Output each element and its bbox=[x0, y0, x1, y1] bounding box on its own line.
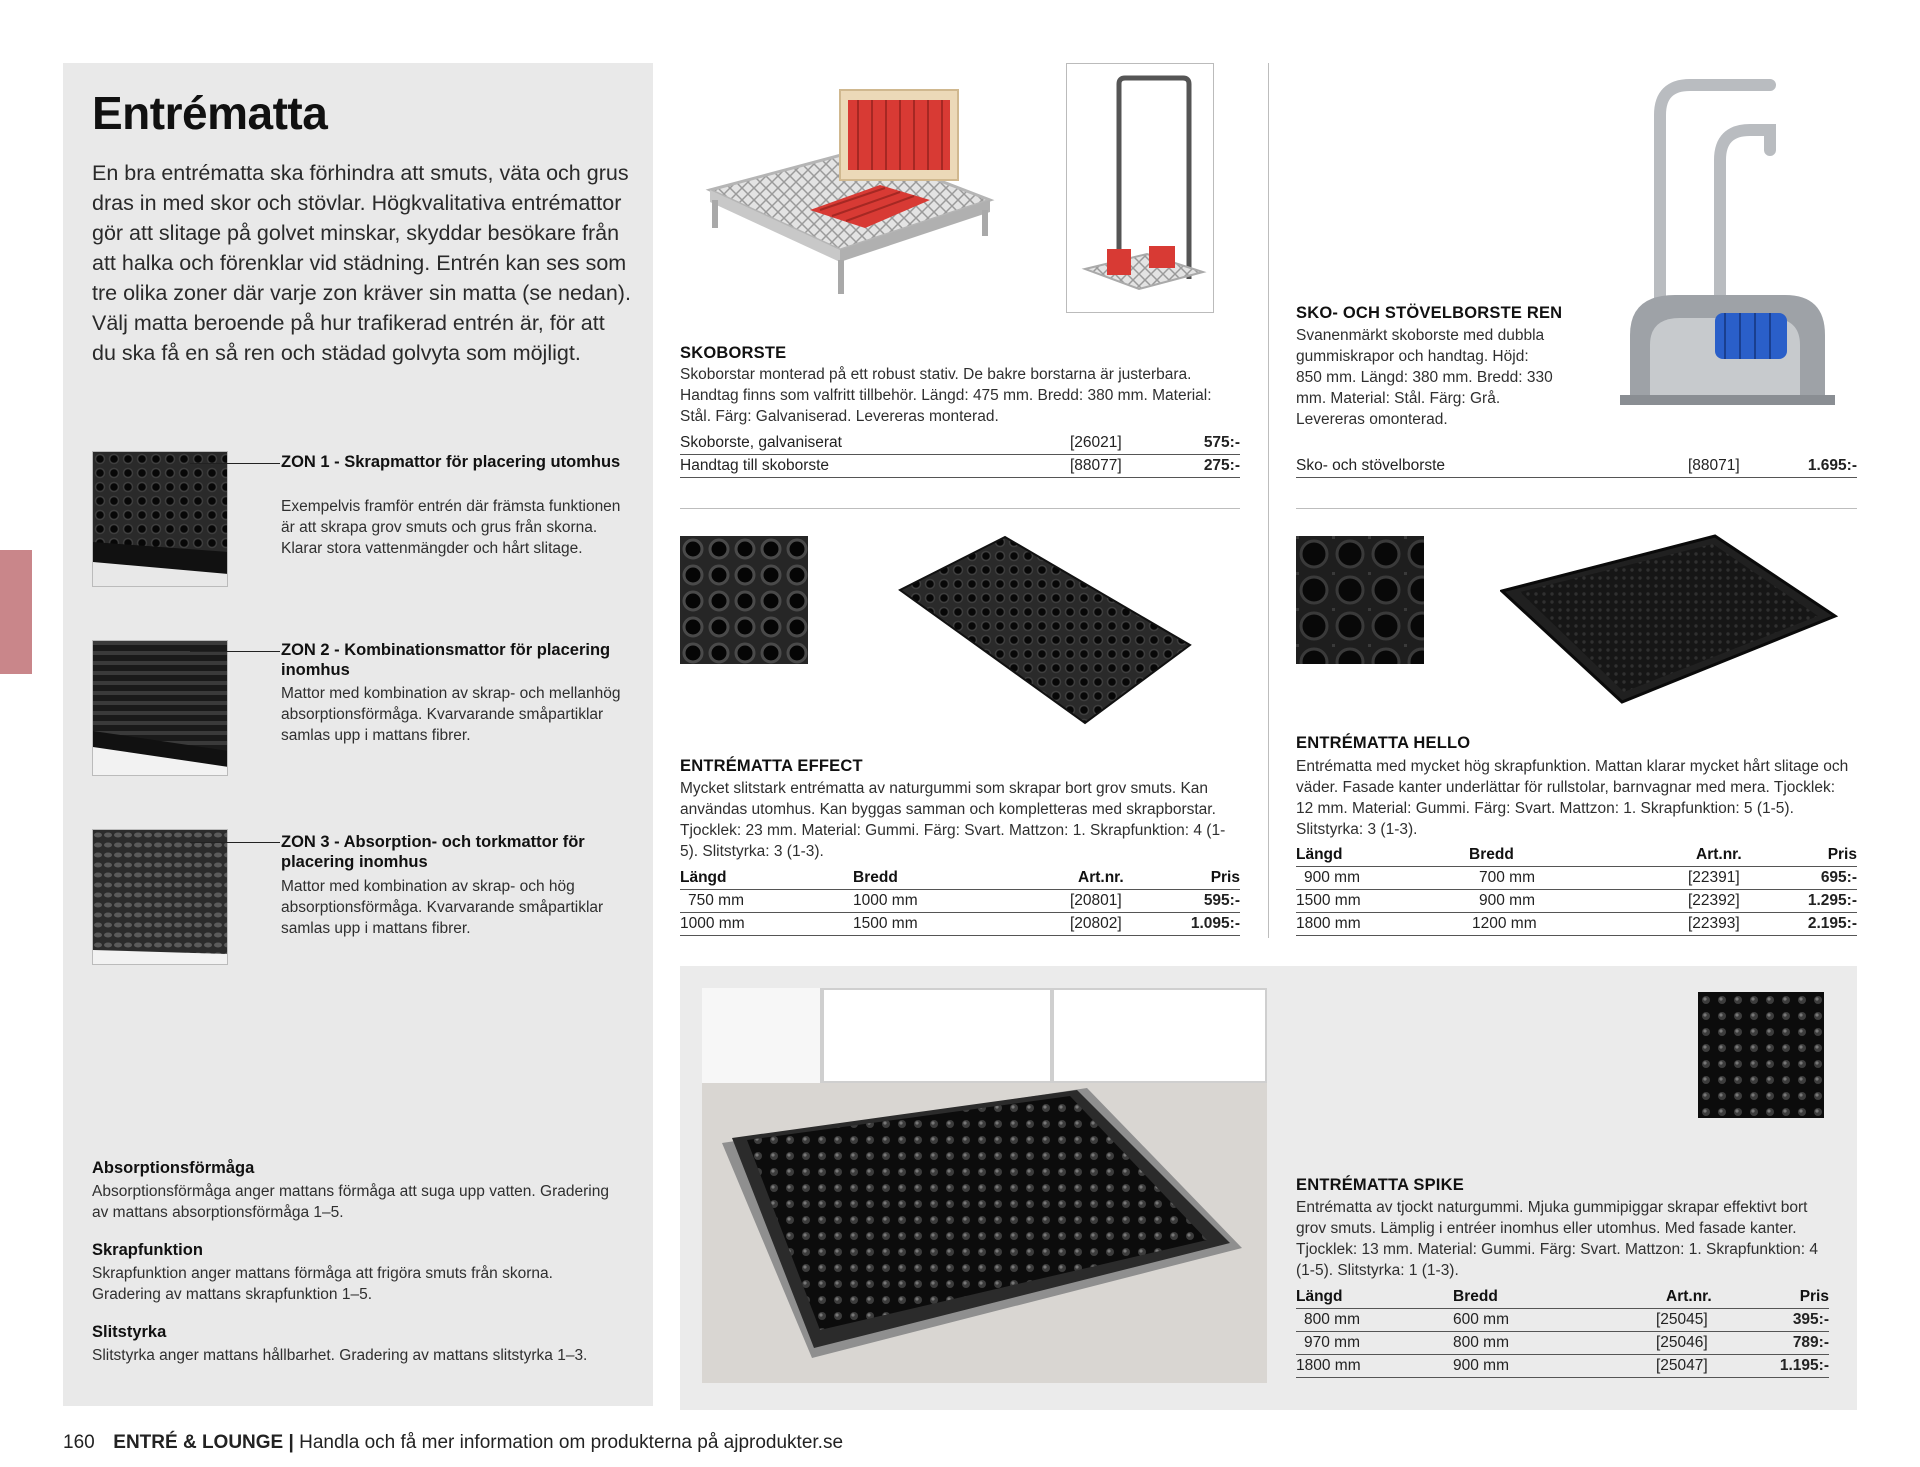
table-row bbox=[680, 432, 1240, 455]
cell-artnr: [20801] bbox=[1070, 892, 1122, 909]
table-row bbox=[1296, 455, 1857, 478]
cell-length: 900 mm bbox=[1304, 869, 1360, 886]
zone3-title: ZON 3 - Absorption- och torkmattor för placering inomhus bbox=[281, 833, 585, 871]
cell-artnr: [25047] bbox=[1656, 1357, 1708, 1374]
cell-artnr: [22392] bbox=[1688, 892, 1740, 909]
col-width: Bredd bbox=[1469, 846, 1514, 863]
cell-artnr: [20802] bbox=[1070, 915, 1122, 932]
table-row bbox=[1296, 1332, 1829, 1355]
col-length: Längd bbox=[680, 869, 727, 886]
cell-price: 695:- bbox=[1820, 869, 1857, 886]
item-artnr: [88077] bbox=[1070, 457, 1122, 474]
item-name: Sko- och stövelborste bbox=[1296, 457, 1446, 474]
table-header bbox=[1296, 844, 1857, 867]
row-divider-right bbox=[1296, 508, 1857, 509]
zone3-pointer bbox=[190, 842, 280, 843]
cell-artnr: [22391] bbox=[1688, 869, 1740, 886]
cell-width: 900 mm bbox=[1453, 1357, 1509, 1374]
zone1-title: ZON 1 - Skrapmattor för placering utomhus bbox=[281, 453, 621, 471]
cell-length: 1800 mm bbox=[1296, 1357, 1361, 1374]
stovelborste-image bbox=[1620, 70, 1840, 410]
item-price: 275:- bbox=[1203, 457, 1240, 474]
effect-desc: Mycket slitstark entrématta av naturgummi som skrapar bort grov smuts. Kan användas utomhus. Kan byggas samman och kompletteras med skrapborstar. Tjocklek: 23 mm. Material: Gummi. Färg: Svart. Mattzon: 1. Skrapfunktion: 4 (1-5). Slitstyrka: 3 (1-3). bbox=[680, 780, 1226, 860]
cell-width: 1200 mm bbox=[1472, 915, 1537, 932]
col-artnr: Art.nr. bbox=[1078, 869, 1124, 886]
cell-length: 750 mm bbox=[688, 892, 744, 909]
zone2-pointer bbox=[190, 651, 280, 652]
skoborste-desc: Skoborstar monterad på ett robust stativ. De bakre borstarna är justerbara. Handtag finns som valfritt tillbehör. Längd: 475 mm. Bredd: 380 mm. Material: Stål. Färg: Galvaniserad. Levereras monterad. bbox=[680, 366, 1212, 425]
scraping-title: Skrapfunktion bbox=[92, 1241, 203, 1259]
skoborste-title: SKOBORSTE bbox=[680, 344, 787, 362]
table-row bbox=[1296, 1355, 1829, 1378]
zone2-title: ZON 2 - Kombinationsmattor för placering inomhus bbox=[281, 641, 611, 679]
item-artnr: [26021] bbox=[1070, 434, 1122, 451]
hello-mat-image bbox=[1500, 534, 1840, 706]
durability-text: Slitstyrka anger mattans hållbarhet. Gradering av mattans slitstyrka 1–3. bbox=[92, 1347, 588, 1364]
intro-text: En bra entrématta ska förhindra att smuts, väta och grus dras in med skor och stövlar. Högkvalitativa entrémattor gör att slitage på golvet minskar, skyddar besökare från att halka och förenklar vid städning. Entrén kan ses som tre olika zoner där varje zon kräver sin matta (se nedan). Välj matta beroende på hur trafikerad entrén är, för att du ska få en så ren och städad golvyta som möjligt. bbox=[92, 161, 631, 365]
stovelborste-title: SKO- OCH STÖVELBORSTE REN bbox=[1296, 304, 1563, 322]
zone1-mat-image bbox=[92, 451, 228, 587]
cell-artnr: [25045] bbox=[1656, 1311, 1708, 1328]
skoborste-handle-image bbox=[1066, 63, 1214, 313]
item-artnr: [88071] bbox=[1688, 457, 1740, 474]
effect-detail-image bbox=[680, 536, 808, 664]
cell-width: 1000 mm bbox=[853, 892, 918, 909]
page-footer bbox=[63, 1432, 843, 1454]
table-row bbox=[680, 455, 1240, 478]
cell-artnr: [22393] bbox=[1688, 915, 1740, 932]
col-width: Bredd bbox=[1453, 1288, 1498, 1305]
cell-price: 789:- bbox=[1792, 1334, 1829, 1351]
absorption-title: Absorptionsförmåga bbox=[92, 1159, 255, 1177]
hello-title: ENTRÉMATTA HELLO bbox=[1296, 734, 1471, 752]
cell-length: 970 mm bbox=[1304, 1334, 1360, 1351]
col-length: Längd bbox=[1296, 846, 1343, 863]
page-title: Entrématta bbox=[92, 87, 328, 139]
cell-width: 600 mm bbox=[1453, 1311, 1509, 1328]
cell-length: 1800 mm bbox=[1296, 915, 1361, 932]
table-row bbox=[1296, 1309, 1829, 1332]
col-length: Längd bbox=[1296, 1288, 1343, 1305]
effect-title: ENTRÉMATTA EFFECT bbox=[680, 757, 863, 775]
col-price: Pris bbox=[1827, 846, 1857, 863]
zone3-mat-image bbox=[92, 829, 228, 965]
spike-room-photo bbox=[702, 988, 1267, 1383]
cell-artnr: [25046] bbox=[1656, 1334, 1708, 1351]
cell-price: 595:- bbox=[1203, 892, 1240, 909]
column-divider bbox=[1268, 63, 1269, 938]
row-divider-left bbox=[680, 508, 1240, 509]
spike-desc: Entrématta av tjockt naturgummi. Mjuka gummipiggar skrapar effektivt bort grov smuts. Lämplig i entréer inomhus eller utomhus. Med fasade kanter. Tjocklek: 13 mm. Material: Gummi. Färg: Svart. Mattzon: 1. Skrapfunktion: 4 (1-5). Slitstyrka: 1 (1-3). bbox=[1296, 1199, 1819, 1279]
durability-title: Slitstyrka bbox=[92, 1323, 167, 1341]
col-price: Pris bbox=[1799, 1288, 1829, 1305]
table-row bbox=[680, 913, 1240, 936]
item-name: Handtag till skoborste bbox=[680, 457, 830, 474]
effect-mat-image bbox=[895, 535, 1195, 725]
col-price: Pris bbox=[1210, 869, 1240, 886]
cell-price: 1.195:- bbox=[1779, 1357, 1829, 1374]
table-row bbox=[1296, 913, 1857, 936]
zone1-pointer bbox=[190, 463, 280, 464]
zone1-text: Exempelvis framför entrén där främsta funktionen är att skrapa grov smuts och grus från skorna. Klarar stora vattenmängder och hårt slitage. bbox=[281, 498, 621, 557]
skoborste-image bbox=[700, 80, 1000, 300]
spike-title: ENTRÉMATTA SPIKE bbox=[1296, 1176, 1464, 1194]
hello-desc: Entrématta med mycket hög skrapfunktion. Mattan klarar mycket hårt slitage och väder. Fasade kanter underlättar för rullstolar, barnvagnar med mera. Tjocklek: 12 mm. Material: Gummi. Färg: Svart. Mattzon: 1. Skrapfunktion: 5 (1-5). Slitstyrka: 3 (1-3). bbox=[1296, 758, 1849, 838]
cell-width: 900 mm bbox=[1479, 892, 1535, 909]
col-width: Bredd bbox=[853, 869, 898, 886]
cell-length: 1500 mm bbox=[1296, 892, 1361, 909]
col-artnr: Art.nr. bbox=[1696, 846, 1742, 863]
cell-price: 1.095:- bbox=[1190, 915, 1240, 932]
cell-length: 800 mm bbox=[1304, 1311, 1360, 1328]
table-row bbox=[1296, 867, 1857, 890]
zone2-text: Mattor med kombination av skrap- och mellanhög absorptionsförmåga. Kvarvarande småpartiklar samlas upp i mattans fibrer. bbox=[281, 685, 621, 744]
cell-length: 1000 mm bbox=[680, 915, 745, 932]
scraping-text: Skrapfunktion anger mattans förmåga att frigöra smuts från skorna. Gradering av mattans skrapfunktion 1–5. bbox=[92, 1265, 553, 1303]
item-price: 1.695:- bbox=[1807, 457, 1857, 474]
cell-width: 800 mm bbox=[1453, 1334, 1509, 1351]
table-row bbox=[680, 890, 1240, 913]
hello-detail-image bbox=[1296, 536, 1424, 664]
item-name: Skoborste, galvaniserat bbox=[680, 434, 842, 451]
table-row bbox=[1296, 890, 1857, 913]
zone2-mat-image bbox=[92, 640, 228, 776]
zone3-text: Mattor med kombination av skrap- och hög absorptionsförmåga. Kvarvarande småpartiklar samlas upp i mattans fibrer. bbox=[281, 878, 604, 937]
col-artnr: Art.nr. bbox=[1666, 1288, 1712, 1305]
footer-section: ENTRÉ & LOUNGE | bbox=[113, 1432, 294, 1453]
cell-price: 1.295:- bbox=[1807, 892, 1857, 909]
item-price: 575:- bbox=[1203, 434, 1240, 451]
stovelborste-desc: Svanenmärkt skoborste med dubbla gummiskrapor och handtag. Höjd: 850 mm. Längd: 380 mm. Bredd: 330 mm. Material: Stål. Färg: Grå. Levereras omonterad. bbox=[1296, 327, 1553, 428]
footer-link-text[interactable]: Handla och få mer information om produkterna på ajprodukter.se bbox=[299, 1432, 844, 1453]
table-header bbox=[680, 867, 1240, 890]
spike-detail-image bbox=[1698, 992, 1824, 1118]
page-number: 160 bbox=[63, 1432, 95, 1453]
cell-price: 395:- bbox=[1792, 1311, 1829, 1328]
cell-width: 1500 mm bbox=[853, 915, 918, 932]
section-tab bbox=[0, 550, 32, 674]
table-header bbox=[1296, 1286, 1829, 1309]
cell-price: 2.195:- bbox=[1807, 915, 1857, 932]
cell-width: 700 mm bbox=[1479, 869, 1535, 886]
absorption-text: Absorptionsförmåga anger mattans förmåga att suga upp vatten. Gradering av mattans absorptionsförmåga 1–5. bbox=[92, 1183, 609, 1221]
